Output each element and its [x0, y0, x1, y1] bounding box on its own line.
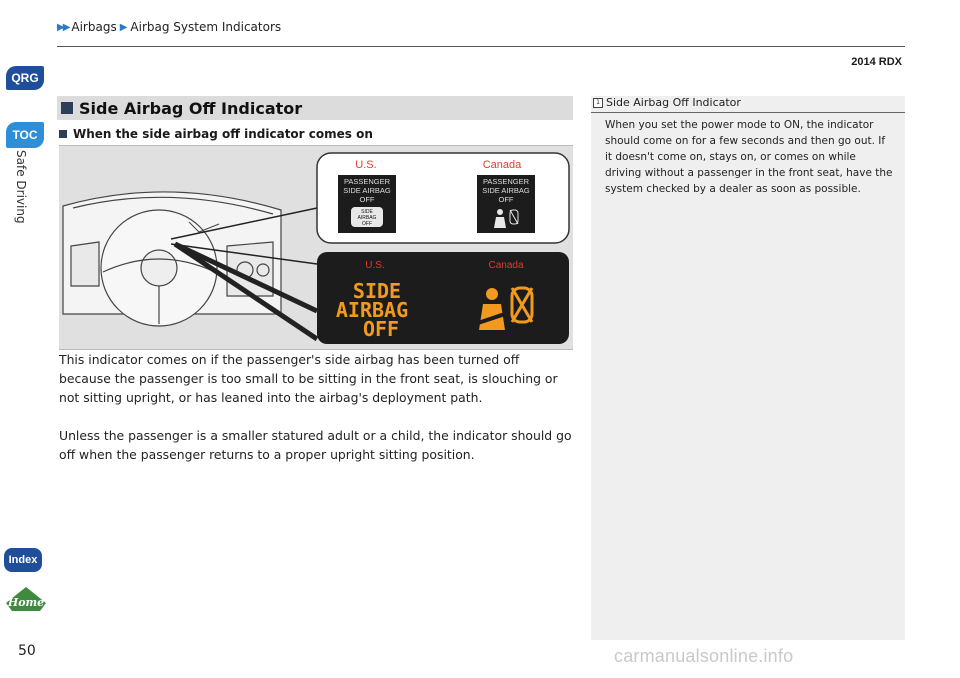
small-canada-badge [477, 175, 535, 233]
side-note-text: When you set the power mode to ON, the indicator should come on for a few seconds and then go out. If it doesn't come on, stays on, or comes on while driving without a passenger in the front seat, have the system checked by a dealer as soon as possible. [605, 119, 893, 195]
svg-text:AIRBAG: AIRBAG [357, 215, 377, 221]
svg-text:OFF: OFF [359, 195, 375, 204]
dashboard-illustration [63, 192, 281, 326]
svg-text:OFF: OFF [362, 221, 372, 227]
breadcrumb-arrow-icon: ▶ [119, 21, 128, 33]
breadcrumb-item-indicators[interactable]: Airbag System Indicators [130, 20, 282, 34]
body-paragraph-2: Unless the passenger is a smaller statured adult or a child, the indicator should go off when the passenger returns to a proper upright sitting position. [59, 428, 572, 462]
qrg-tab[interactable]: QRG [6, 66, 44, 90]
subheading [59, 127, 373, 141]
section-title: Side Airbag Off Indicator [79, 98, 303, 118]
large-canada-label: Canada [488, 260, 524, 271]
page-number: 50 [18, 643, 36, 659]
svg-text:SIDE: SIDE [361, 209, 373, 215]
side-note-header [591, 96, 905, 113]
svg-text:OFF: OFF [362, 317, 400, 341]
indicator-figure [59, 145, 573, 350]
subheading-text: When the side airbag off indicator comes on [73, 127, 373, 141]
svg-text:OFF: OFF [498, 195, 514, 204]
svg-text:SIDE AIRBAG: SIDE AIRBAG [343, 186, 391, 195]
svg-text:SIDE AIRBAG: SIDE AIRBAG [482, 186, 530, 195]
svg-text:PASSENGER: PASSENGER [482, 177, 530, 186]
chapter-side-label: Safe Driving [14, 150, 28, 224]
model-label: 2014 RDX [851, 56, 902, 68]
subheading-square-icon [59, 130, 67, 138]
svg-text:SIDE: SIDE [352, 279, 402, 303]
small-us-label: U.S. [355, 159, 377, 171]
section-heading [57, 96, 573, 120]
index-tab[interactable]: Index [4, 548, 42, 572]
home-label: Home [7, 596, 45, 609]
breadcrumb [57, 20, 281, 34]
breadcrumb-item-airbags[interactable]: Airbags [71, 20, 117, 34]
large-us-label: U.S. [365, 260, 385, 271]
section-square-icon [61, 102, 73, 114]
small-canada-label: Canada [482, 159, 522, 171]
svg-text:PASSENGER: PASSENGER [343, 177, 391, 186]
watermark: carmanualsonline.info [614, 646, 794, 666]
toc-tab[interactable]: TOC [6, 122, 44, 148]
note-reference-icon: 1 [593, 98, 603, 108]
home-button[interactable] [4, 585, 48, 613]
home-icon [4, 585, 48, 613]
header-divider [57, 46, 905, 47]
breadcrumb-arrow-icon: ▶▶ [57, 21, 69, 33]
side-note-title: Side Airbag Off Indicator [606, 96, 741, 109]
indicator-illustration [59, 146, 573, 349]
svg-text:AIRBAG: AIRBAG [335, 298, 409, 322]
body-paragraph-1: This indicator comes on if the passenger's side airbag has been turned off because the passenger is too small to be sitting in the front seat, is slouching or not sitting upright, or has leaned into the airbag's deployment path. [59, 352, 558, 405]
small-us-badge [338, 175, 396, 233]
